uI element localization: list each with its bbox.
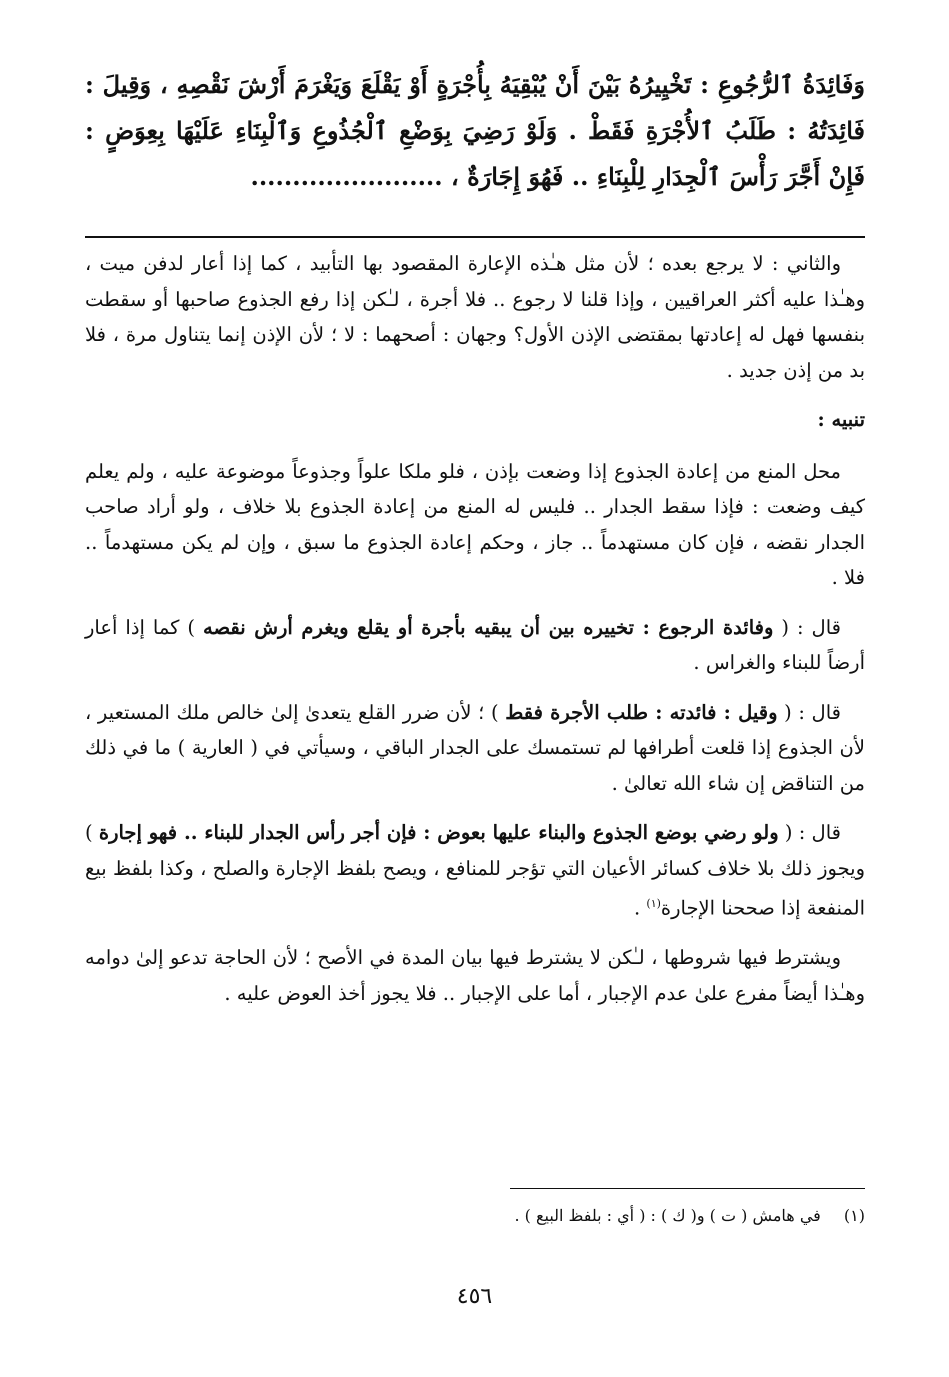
quoted-matn: ولو رضي بوضع الجذوع والبناء عليها بعوض : فإن أجر رأس الجدار للبناء .. فهو إجارة	[98, 821, 779, 844]
sharh-heading-tanbih: تنبيه :	[817, 408, 865, 431]
footnote-separator-line	[510, 1188, 865, 1189]
commentary: ) ؛ لأن ضرر القلع يتعدىٰ إلىٰ خالص ملك المستعير ، لأن الجذوع إذا قلعت أطرافها لم تستمسك على الجدار الباقي ، وسيأتي في ( العارية ) ما في ذلك من التناقض إن شاء الله تعالىٰ .	[85, 700, 865, 795]
qala-prefix: قال : (	[778, 821, 841, 844]
commentary: ) كما إذا أعار أرضاً للبناء والغراس .	[85, 615, 865, 674]
sharh-paragraph-3	[85, 610, 865, 681]
quoted-matn: وفائدة الرجوع : تخييره بين أن يبقيه بأجرة أو يقلع ويغرم أرش نقصه	[202, 615, 774, 639]
qala-prefix: قال : (	[773, 615, 841, 639]
sharh-paragraph-2: محل المنع من إعادة الجذوع إذا وضعت بإذن ، فلو ملكا علواً وجذوعاً موضوعة عليه ، ولم يعلم كيف وضعت : فإذا سقط الجدار .. فليس له المنع من إعادة الجذوع بلا خلاف ، ولو أراد صاحب الجدار نقضه ، فإن كان مستهدماً .. جاز ، وحكم إعادة الجذوع ما سبق ، وإن لم يكن مستهدماً .. فلا .	[85, 459, 865, 589]
commentary: ) ويجوز ذلك بلا خلاف كسائر الأعيان التي تؤجر للمنافع ، ويصح بلفظ الإجارة والصلح ، وكذا بلفظ بيع المنفعة إذا صححنا الإجارة	[85, 821, 865, 920]
sharh-paragraph-4	[85, 695, 865, 802]
sharh-paragraph-6: ويشترط فيها شروطها ، لـٰكن لا يشترط فيها بيان المدة في الأصح ؛ لأن الحاجة تدعو إلىٰ دوامه وهـٰذا أيضاً مفرع علىٰ عدم الإجبار ، أما على الإجبار .. فلا يجوز أخذ العوض عليه .	[85, 946, 865, 1005]
matn-paragraph: وَفَائِدَةُ ٱلرُّجُوعِ : تَخْيِيرُهُ بَيْنَ أَنْ يُبْقِيَهُ بِأُجْرَةٍ أَوْ يَقْلَعَ وَيَغْرَمَ أَرْشَ نَقْصِهِ ، وَقِيلَ : فَائِدَتُهُ : طَلَبُ ٱلأُجْرَةِ فَقَطْ . وَلَوْ رَضِيَ بِوَضْعِ ٱلْجُذُوعِ وَٱلْبِنَاءِ عَلَيْهَا بِعِوَضٍ : فَإِنْ أَجَّرَ رَأْسَ ٱلْجِدَارِ لِلْبِنَاءِ .. فَهُوَ إِجَارَةٌ ، .......................	[85, 70, 866, 191]
sharh-paragraph-1: والثاني : لا يرجع بعده ؛ لأن مثل هـٰذه الإعارة المقصود بها التأبيد ، كما إذا أعار لدفن ميت ، وهـٰذا عليه أكثر العراقيين ، وإذا قلنا لا رجوع .. فلا أجرة ، لـٰكن إذا رفع الجذوع صاحبها أو سقطت بنفسها فهل له إعادتها بمقتضى الإذن الأول؟ وجهان : أصحهما : لا ؛ لأن الإذن إنما يتناول مرة ، فلا بد من إذن جديد .	[85, 252, 865, 382]
matn-separator-line	[85, 236, 865, 238]
footnote	[85, 1206, 865, 1225]
sharh-paragraph-5	[85, 815, 865, 926]
qala-prefix: قال : (	[777, 700, 841, 724]
page-number: ٤٥٦	[456, 1284, 493, 1309]
footnote-reference[interactable]: (١)	[646, 897, 661, 910]
quoted-matn: وقيل : فائدته : طلب الأجرة فقط	[505, 700, 778, 724]
matn-text	[85, 62, 865, 200]
sharh-text	[85, 246, 865, 1011]
commentary-end: .	[633, 896, 647, 920]
footnote-number: (١)	[843, 1206, 865, 1225]
footnote-text: في هامش ( ت ) و( ك ) : ( أي : بلفظ البيع ) .	[514, 1206, 821, 1225]
